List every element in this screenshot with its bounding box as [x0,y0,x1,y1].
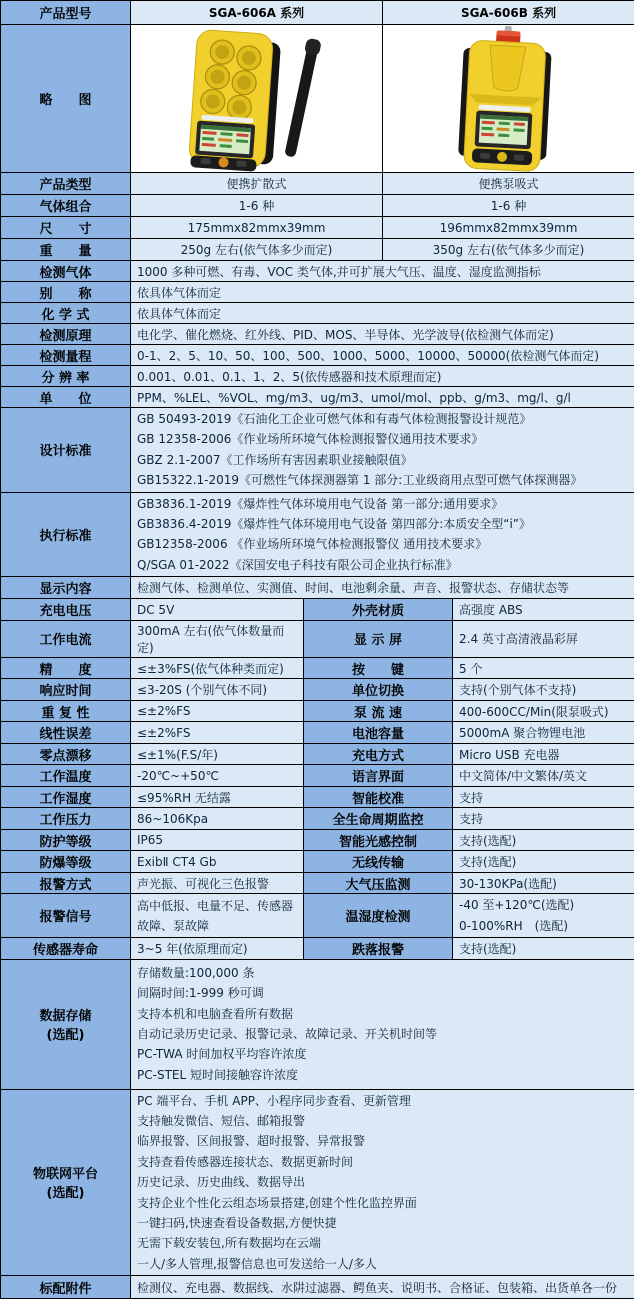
spec-row-label: 泵 流 速 [304,700,453,722]
spec-row-label: 检测原理 [1,324,131,345]
standard-line: Q/SGA 01-2022《深国安电子科技有限公司企业执行标准》 [137,555,628,575]
spec-row-label: 化 学 式 [1,303,131,324]
spec-row-value: ExibⅡ CT4 Gb [131,851,304,873]
standard-line: GB 50493-2019《石油化工企业可燃气体和有毒气体检测报警设计规范》 [137,409,628,429]
header-product-model-label: 产品型号 [1,1,131,25]
header-row [1,1,634,25]
value-line: 历史记录、历史曲线、数据导出 [137,1172,628,1192]
spec-row-label [1,959,131,1089]
sketch-row [1,25,634,173]
spec-row-label: 工作压力 [1,808,131,830]
spec-row-label: 响应时间 [1,679,131,701]
spec-value-b: 196mmx82mmx39mm [383,217,634,239]
spec-row-label: 产品类型 [1,173,131,195]
spec-row-value: IP65 [131,829,304,851]
value-line: 一键扫码,快速查看设备数据,方便快捷 [137,1213,628,1233]
spec-row [1,872,634,894]
spec-row-label: 跌落报警 [304,938,453,960]
exec-standard-row [1,492,634,577]
spec-row-label: 防爆等级 [1,851,131,873]
spec-row-value: 86~106Kpa [131,808,304,830]
value-line: 间隔时间:1-999 秒可调 [137,983,628,1003]
spec-row-label: 工作温度 [1,765,131,787]
spec-value-b: 1-6 种 [383,195,634,217]
spec-row-value: 0-1、2、5、10、50、100、500、1000、5000、10000、50000(依检测气体而定) [131,345,634,366]
spec-row-value: ≤±1%(F.S/年) [131,743,304,765]
product-photo-sga-606b [383,25,634,173]
spec-row [1,786,634,808]
iot-platform-value [131,1089,634,1276]
spec-row-label: 显 示 屏 [304,620,453,657]
value-line: -40 至+120℃(选配) [459,895,628,915]
value-line: PC 端平台、手机 APP、小程序同步查看、更新管理 [137,1091,628,1111]
spec-value-a: 250g 左右(依气体多少而定) [131,239,383,261]
spec-row-value: Micro USB 充电器 [453,743,634,765]
spec-row-value: DC 5V [131,599,304,621]
spec-row-value: 声光振、可视化三色报警 [131,872,304,894]
spec-row-value: PPM、%LEL、%VOL、mg/m3、ug/m3、umol/mol、ppb、g/m3、mg/l、g/l [131,387,634,408]
value-line: 存储数量:100,000 条 [137,963,628,983]
spec-row-label [1,1089,131,1276]
value-line: 临界报警、区间报警、超时报警、异常报警 [137,1131,628,1151]
spec-row-label: 尺 寸 [1,217,131,239]
spec-row-value: 高中低报、电量不足、传感器故障、泵故障 [131,894,304,938]
standard-line: GB12358-2006 《作业场所环境气体检测报警仪 通用技术要求》 [137,534,628,554]
spec-row-value: 支持 [453,786,634,808]
spec-row-value: ≤95%RH 无结露 [131,786,304,808]
design-standard-row [1,408,634,493]
spec-value-a: 便携扩散式 [131,173,383,195]
spec-row [1,345,634,366]
sga-606b-device-illustration [383,26,634,172]
value-line: 自动记录历史记录、报警记录、故障记录、开关机时间等 [137,1024,628,1044]
spec-row-value: 300mA 左右(依气体数量而定) [131,620,304,657]
spec-row-value [453,894,634,938]
spec-row-label: 无线传输 [304,851,453,873]
label-line: 物联网平台 [3,1163,128,1182]
sga-606a-device-illustration [131,26,383,172]
spec-row [1,599,634,621]
spec-row-label: 外壳材质 [304,599,453,621]
spec-row-label: 防护等级 [1,829,131,851]
spec-row-value: ≤±2%FS [131,700,304,722]
spec-row-value: 3~5 年(依原理而定) [131,938,304,960]
spec-row-label: 零点漂移 [1,743,131,765]
exec-standard-value [131,492,634,577]
spec-row [1,387,634,408]
spec-row-label: 电池容量 [304,722,453,744]
spec-row [1,577,634,599]
spec-row-value: 支持(选配) [453,938,634,960]
spec-row-value: 支持(选配) [453,829,634,851]
spec-row-label: 全生命周期监控 [304,808,453,830]
spec-row [1,700,634,722]
spec-row-label: 语言界面 [304,765,453,787]
spec-row-label: 报警方式 [1,872,131,894]
spec-row-value: ≤±3%FS(依气体种类而定) [131,657,304,679]
spec-row-value: 支持(个别气体不支持) [453,679,634,701]
value-line: PC-STEL 短时间接触容许浓度 [137,1065,628,1085]
label-line: (选配) [3,1024,128,1043]
spec-value-a: 175mmx82mmx39mm [131,217,383,239]
spec-row-value: 5000mA 聚合物锂电池 [453,722,634,744]
spec-row-label: 重 复 性 [1,700,131,722]
spec-row-label: 设计标准 [1,408,131,493]
spec-row-label: 检测气体 [1,261,131,282]
header-series-a: SGA-606A 系列 [131,1,383,25]
iot-platform-row [1,1089,634,1276]
spec-row-value: 400-600CC/Min(限泵吸式) [453,700,634,722]
spec-row-label: 分 辨 率 [1,366,131,387]
spec-row-label: 重 量 [1,239,131,261]
spec-row [1,620,634,657]
spec-row-label: 精 度 [1,657,131,679]
standard-line: GB3836.4-2019《爆炸性气体环境用电气设备 第四部分:本质安全型“i”》 [137,514,628,534]
value-line: 一人/多人管理,报警信息也可发送给一人/多人 [137,1254,628,1274]
header-series-b: SGA-606B 系列 [383,1,634,25]
value-line: PC-TWA 时间加权平均容许浓度 [137,1044,628,1064]
spec-row-value: 0.001、0.01、0.1、1、2、5(依传感器和技术原理而定) [131,366,634,387]
spec-row-label: 充电电压 [1,599,131,621]
spec-row [1,679,634,701]
value-line: 支持查看传感器连接状态、数据更新时间 [137,1152,628,1172]
spec-row-value: 检测仪、充电器、数据线、水阱过滤器、鳄鱼夹、说明书、合格证、包装箱、出货单各一份 [131,1276,634,1299]
spec-row-label: 显示内容 [1,577,131,599]
spec-row-value: ≤3-20S (个别气体不同) [131,679,304,701]
spec-row-value: 1000 多种可燃、有毒、VOC 类气体,并可扩展大气压、温度、湿度监测指标 [131,261,634,282]
standard-line: GBZ 2.1-2007《工作场所有害因素职业接触限值》 [137,450,628,470]
spec-row-value: 支持(选配) [453,851,634,873]
spec-row-value: 30-130KPa(选配) [453,872,634,894]
spec-row-value: ≤±2%FS [131,722,304,744]
spec-row-label: 气体组合 [1,195,131,217]
value-line: 0-100%RH (选配) [459,916,628,936]
spec-row-label: 执行标准 [1,492,131,577]
spec-value-b: 350g 左右(依气体多少而定) [383,239,634,261]
spec-row-value: 电化学、催化燃烧、红外线、PID、MOS、半导体、光学波导(依检测气体而定) [131,324,634,345]
spec-row [1,239,634,261]
spec-value-a: 1-6 种 [131,195,383,217]
spec-row [1,173,634,195]
data-storage-row [1,959,634,1089]
spec-row-value: -20℃~+50℃ [131,765,304,787]
spec-row [1,282,634,303]
spec-row-label: 传感器寿命 [1,938,131,960]
spec-row [1,851,634,873]
accessories-row [1,1276,634,1299]
spec-row [1,261,634,282]
spec-row [1,195,634,217]
value-line: 支持触发微信、短信、邮箱报警 [137,1111,628,1131]
standard-line: GB3836.1-2019《爆炸性气体环境用电气设备 第一部分:通用要求》 [137,494,628,514]
spec-row [1,743,634,765]
spec-row-label: 工作电流 [1,620,131,657]
spec-row-label: 标配附件 [1,1276,131,1299]
spec-value-b: 便携泵吸式 [383,173,634,195]
value-line: 支持企业个性化云组态场景搭建,创建个性化监控界面 [137,1193,628,1213]
spec-row-label: 充电方式 [304,743,453,765]
spec-row-value: 中文简体/中文繁体/英文 [453,765,634,787]
spec-row-value: 高强度 ABS [453,599,634,621]
spec-row [1,808,634,830]
spec-row [1,217,634,239]
label-line: 数据存储 [3,1005,128,1024]
spec-row [1,366,634,387]
sketch-label: 略 图 [1,25,131,173]
spec-row-label: 单位切换 [304,679,453,701]
spec-row-value: 5 个 [453,657,634,679]
spec-row-label: 检测量程 [1,345,131,366]
spec-row-label: 单 位 [1,387,131,408]
spec-row-value: 2.4 英寸高清液晶彩屏 [453,620,634,657]
spec-row [1,722,634,744]
spec-row-value: 依具体气体而定 [131,303,634,324]
spec-row [1,657,634,679]
product-photo-sga-606a [131,25,383,173]
spec-row-label: 线性误差 [1,722,131,744]
data-storage-value [131,959,634,1089]
value-line: 支持本机和电脑查看所有数据 [137,1004,628,1024]
spec-row-label: 按 键 [304,657,453,679]
spec-row-label: 大气压监测 [304,872,453,894]
spec-row [1,938,634,960]
spec-row-label: 工作湿度 [1,786,131,808]
spec-row [1,324,634,345]
spec-row-label: 智能校准 [304,786,453,808]
spec-row-value: 支持 [453,808,634,830]
spec-row-label: 别 称 [1,282,131,303]
spec-row-label: 智能光感控制 [304,829,453,851]
design-standard-value [131,408,634,493]
spec-row-label: 报警信号 [1,894,131,938]
value-line: 无需下载安装包,所有数据均在云端 [137,1233,628,1253]
standard-line: GB 12358-2006《作业场所环境气体检测报警仪通用技术要求》 [137,429,628,449]
spec-row [1,303,634,324]
spec-row-value: 检测气体、检测单位、实测值、时间、电池剩余量、声音、报警状态、存储状态等 [131,577,634,599]
spec-row [1,829,634,851]
spec-row [1,765,634,787]
alarm-signal-row [1,894,634,938]
spec-row-label: 温湿度检测 [304,894,453,938]
standard-line: GB15322.1-2019《可燃性气体探测器第 1 部分:工业级商用点型可燃气体探测器》 [137,470,628,490]
label-line: (选配) [3,1182,128,1201]
spec-row-value: 依具体气体而定 [131,282,634,303]
